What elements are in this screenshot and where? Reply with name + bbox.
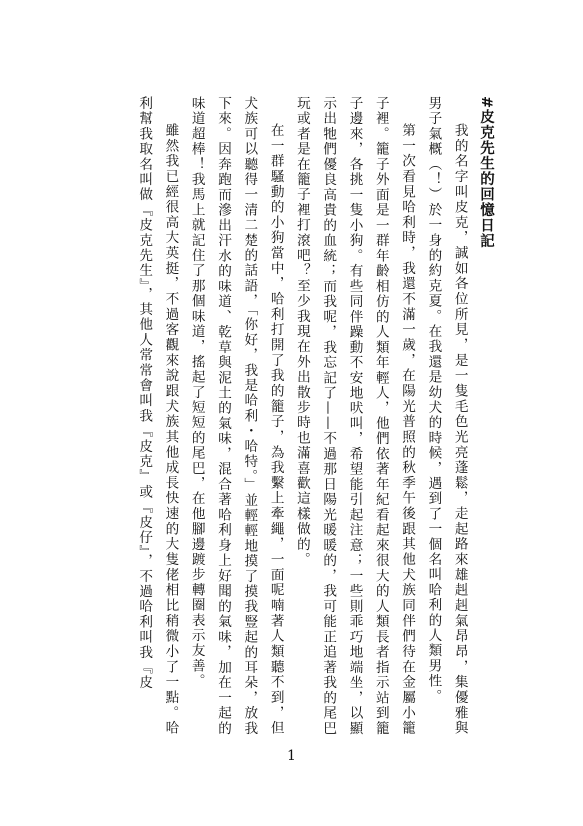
title-text: 皮克先生的回憶日記 xyxy=(478,109,494,249)
document-title xyxy=(473,96,499,736)
vertical-text-body xyxy=(74,96,499,736)
page-number: 1 xyxy=(287,748,296,764)
title-hash-mark: # xyxy=(478,96,494,110)
paragraph-2: 第一次看見哈利時，我還不滿一歲，在陽光普照的秋季午後跟其他犬族同伴們待在金屬小籠子裡。籠子外面是一群年齡相仿的人類年輕人，他們依著年紀看起來很大的人類長者指示站到籠子邊來，各挑一隻小狗。有些同伴躁動不安地吠叫，希望能引起注意；一些則乖巧地端坐，以顯示出牠們優良高貴的血統；而我呢，我忘記了——不過那日陽光暖暖的，我可能正追著我的尾巴玩或者是在籠子裡打滾吧？至少我現在外出散步時也滿喜歡這樣做的。 xyxy=(293,96,416,736)
paragraph-3: 在一群騷動的小狗當中，哈利打開了我的籠子，為我繫上牽繩，一面呢喃著人類聽不到，但犬族可以聽得一清二楚的話語，「你好，我是哈利・哈特。」並輕輕地摸了摸我豎起的耳朵，放我下來。因奔跑而滲出汗水的味道、乾草與泥土的氣味，混合著哈利身上好聞的氣味，加在一起的味道超棒！我馬上就記住了那個味道，搖起了短短的尾巴，在他腳邊踱步轉圈表示友善。 xyxy=(188,96,284,736)
paragraph-4: 雖然我已經很高大英挺，不過客觀來說跟犬族其他成長快速的大隻佬相比稍微小了一點。哈利幫我取名叫做『皮克先生』，其他人常常會叫我『皮克』或『皮仔』，不過哈利叫我『皮 xyxy=(136,96,179,736)
paragraph-1: 我的名字叫皮克，誠如各位所見，是一隻毛色光亮蓬鬆，走起路來雄赳赳氣昂昂，集優雅與男子氣概（！）於一身的約克夏。在我還是幼犬的時候，遇到了一個名叫哈利的人類男性。 xyxy=(425,96,468,736)
